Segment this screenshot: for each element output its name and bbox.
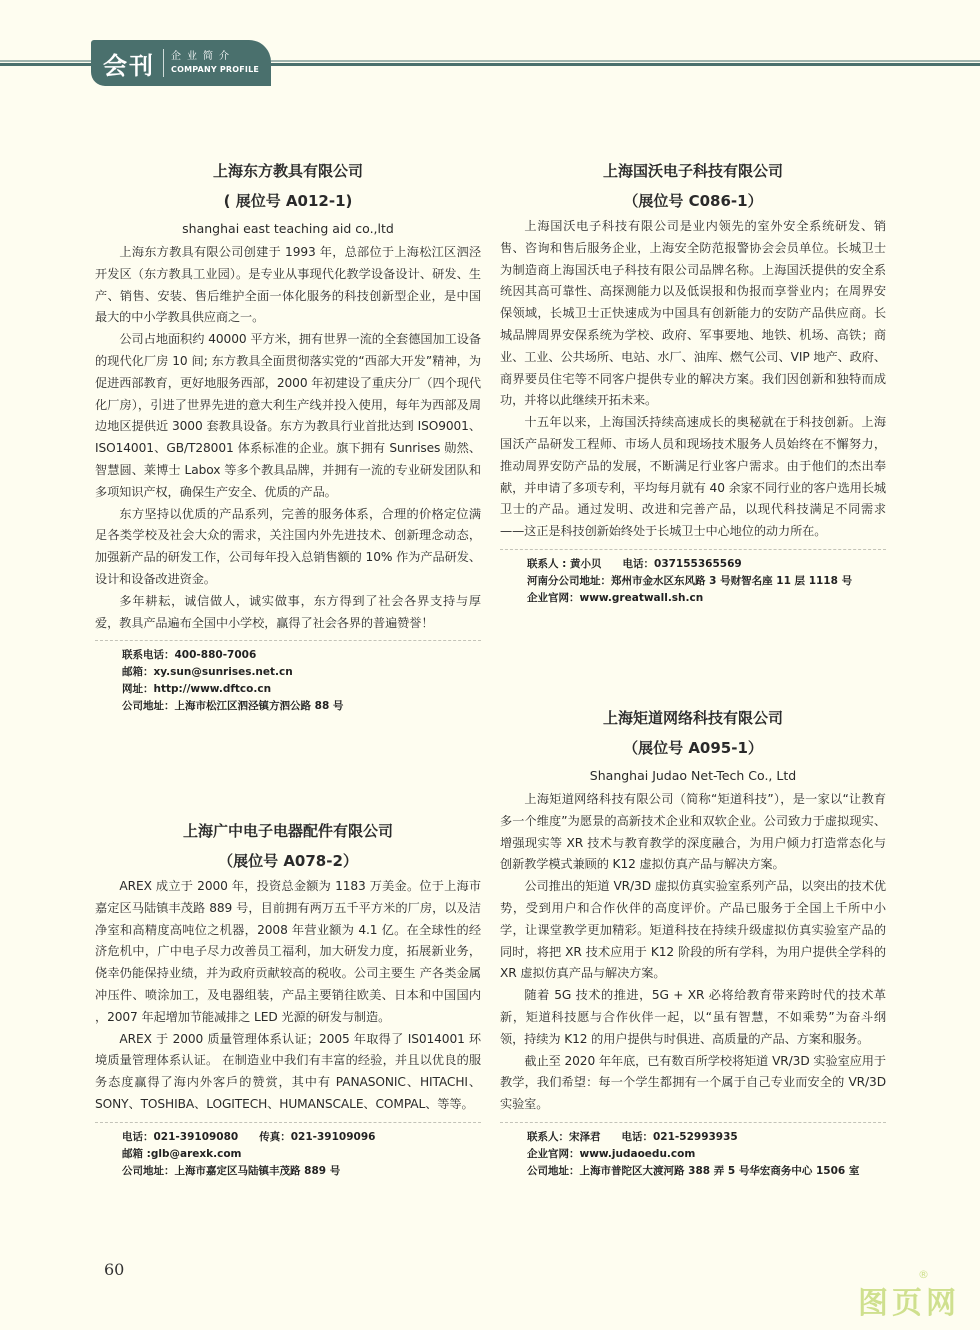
paragraph: 东方坚持以优质的产品系列，完善的服务体系，合理的价格定位满足各类学校及社会大众的需求，关注国内外先进技术、创新理念动态，加强新产品的研发工作，公司每年投入总销售额的 10% 作为产品研发、设计和设备改进资金。 <box>95 506 481 586</box>
paragraph: 随着 5G 技术的推进，5G + XR 必将给教育带来跨时代的技术革新，矩道科技愿与合作伙伴一起，以“虽有智慧，不如乘势”为奋斗纲领，持续为 K12 的用户提供与时俱进、高质量的产品、方案和服务。 <box>500 988 886 1046</box>
paragraph: 公司推出的矩道 VR/3D 虚拟仿真实验室系列产品，以突出的技术优势，受到用户和合作伙伴的高度评价。产品已服务于全国上千所中小学，让课堂教学更加精彩。矩道科技在持续升级虚拟仿真实验室产品的同时，将把 XR 技术应用于 K12 阶段的所有学科，为用户提供全学科的 XR 虚拟仿真产品与解决方案。 <box>500 879 886 981</box>
company-name: 上海东方教具有限公司 <box>212 162 363 180</box>
dashed-divider <box>95 640 481 641</box>
paragraph: 公司占地面积约 40000 平方米，拥有世界一流的全套德国加工设备的现代化厂房 10 间; 东方教具全面贯彻落实党的“西部大开发”精神，为促进西部教育，更好地服务西部，2000 年初建设了重庆分厂（四个现代化厂房），引进了世界先进的意大利生产线并投入使用，每年为西部及周边地区提供近 3000 套教具设备。东方为教具行业首批达到 ISO9001、ISO14001、GB/T28001 体系标准的企业。旗下拥有 Sunrises 勋然、智慧圆、莱博士 Labox 等多个教具品牌，并拥有一流的专业研发团队和多项知识产权，确保生产安全、优质的产品。 <box>95 332 481 499</box>
booth-number: （展位号 A078-2） <box>218 852 358 870</box>
watermark-text: 图页网 <box>858 1286 960 1321</box>
company-name: 上海矩道网络科技有限公司 <box>602 709 783 727</box>
company-name: 上海广中电子电器配件有限公司 <box>182 822 393 840</box>
paragraph: AREX 成立于 2000 年，投资总金额为 1183 万美金。位于上海市嘉定区马陆镇丰茂路 889 号，目前拥有两万五千平方米的厂房，以及洁净室和高精度高吨位之机器，2008 年营业额为 4.1 亿。在全球性的经济危机中，广中电子尽力改善员工福利，加大研发力度，拓展新业务，侥幸仍能保持业绩，并为政府贡献较高的税收。公司主要生 产各类金属冲压件、喷涂加工，及电器组装，产品主要销往欧美、日本和中国国内 ，2007 年起增加节能减排之 LED 光源的研发与制造。 <box>95 879 481 1024</box>
contact-person-phone: 联系人 : 黄小贝 电话：037155365569 <box>527 557 742 570</box>
paragraph: 上海国沃电子科技有限公司是业内领先的室外安全系统研发、销售、咨询和售后服务企业，上海安全防范报警协会会员单位。长城卫士为制造商上海国沃电子科技有限公司品牌名称。上海国沃提供的安全系统因其高可靠性、高探测能力以及低误报和伪报而享誉业内；在周界安保领域，长城卫士正快速成为中国具有创新能力的安防产品供应商。长城品牌周界安保系统为学校、政府、军事要地、地铁、机场、高铁；商业、工业、公共场所、电站、水厂、油库、燃气公司、VIP 地产、政府、商界要员住宅等不同客户提供专业的解决方案。我们因创新和独特而成功，并将以此继续开拓未来。 <box>500 219 886 408</box>
contact-email[interactable]: 邮箱：xy.sun@sunrises.net.cn <box>122 666 293 679</box>
company-profile-guangzhong <box>95 820 481 1180</box>
contact-website[interactable]: 网址：http://www.dftco.cn <box>122 683 272 696</box>
contact-person-phone: 联系人：宋泽君 电话：021-52993935 <box>527 1130 738 1143</box>
section-banner <box>91 40 271 86</box>
dashed-divider <box>95 1122 481 1123</box>
paragraph: 十五年以来，上海国沃持续高速成长的奥秘就在于科技创新。上海国沃产品研发工程师、市场人员和现场技术服务人员始终在不懈努力，推动周界安防产品的发展，不断满足行业客户需求。由于他们的杰出奉献，并申请了多项专利，平均每月就有 40 余家不同行业的客户选用长城卫士的产品。通过发明、改进和完善产品，以现代科技满足不同需求——这正是科技创新始终处于长城卫士中心地位的动力所在。 <box>500 415 886 539</box>
company-profile-judao <box>500 707 886 1180</box>
paragraph: 上海矩道网络科技有限公司（简称“矩道科技”），是一家以“让教育多一个维度”为愿景的高新技术企业和双软企业。公司致力于虚拟现实、增强现实等 XR 技术与教育教学的深度融合，为用户倾力打造常态化与创新教学模式兼顾的 K12 虚拟仿真产品与解决方案。 <box>500 792 886 872</box>
registered-mark-icon: ® <box>918 1268 929 1281</box>
section-title-cn: 企业简介 <box>171 51 235 62</box>
contact-address: 公司地址：上海市嘉定区马陆镇丰茂路 889 号 <box>122 1164 341 1177</box>
section-title-en: COMPANY PROFILE <box>171 65 260 74</box>
booth-number: （展位号 C086-1） <box>623 192 763 210</box>
booth-number: （展位号 A095-1） <box>623 739 763 757</box>
company-profile-guowo <box>500 160 886 607</box>
company-profile-dongfang <box>95 160 481 715</box>
company-name: 上海国沃电子科技有限公司 <box>602 162 783 180</box>
page-number: 60 <box>104 1260 125 1279</box>
paragraph: 多年耕耘，诚信做人，诚实做事，东方得到了社会各界支持与厚爱，教具产品遍布全国中小学校，赢得了社会各界的普遍赞誉！ <box>95 593 481 630</box>
contact-website[interactable]: 企业官网：www.judaoedu.com <box>527 1147 696 1160</box>
contact-address: 公司地址：上海市松江区泗泾镇方泗公路 88 号 <box>122 700 344 713</box>
paragraph: 上海东方教具有限公司创建于 1993 年，总部位于上海松江区泗泾开发区（东方教具工业园）。是专业从事现代化教学设备设计、研发、生产、销售、安装、售后维护全面一体化服务的科技创新型企业，是中国最大的中小学教具供应商之一。 <box>95 245 481 325</box>
contact-address: 公司地址：上海市普陀区大渡河路 388 弄 5 号华宏商务中心 1506 室 <box>527 1164 860 1177</box>
contact-website[interactable]: 企业官网：www.greatwall.sh.cn <box>527 591 704 604</box>
paragraph: 截止至 2020 年年底，已有数百所学校将矩道 VR/3D 实验室应用于教学，我们希望：每一个学生都拥有一个属于自己专业而安全的 VR/3D 实验室。 <box>500 1053 886 1112</box>
banner-divider <box>163 49 164 77</box>
dashed-divider <box>500 1122 886 1123</box>
company-english-name: shanghai east teaching aid co.,ltd <box>182 221 394 236</box>
company-english-name: Shanghai Judao Net-Tech Co., Ltd <box>589 768 797 783</box>
contact-email[interactable]: 邮箱 :glb@arexk.com <box>122 1147 242 1160</box>
contact-address: 河南分公司地址：郑州市金水区东风路 3 号财智名座 11 层 1118 号 <box>527 574 853 587</box>
contact-phone: 联系电话：400-880-7006 <box>122 649 257 662</box>
paragraph: AREX 于 2000 质量管理体系认证；2005 年取得了 IS014001 环境质量管理体系认证。 在制造业中我们有丰富的经验，并且以优良的服务态度赢得了海内外客戶的赞赏，其中有 PANASONIC、HITACHI、SONY、TOSHIBA、LOGITECH、HUMANSCALE、COMPAL、等等。 <box>95 1031 481 1111</box>
dashed-divider <box>500 549 886 550</box>
booth-number: ( 展位号 A012-1) <box>223 192 353 210</box>
journal-label: 会刊 <box>103 51 155 80</box>
watermark-logo <box>858 1268 960 1322</box>
contact-phone-fax: 电话：021-39109080 传真：021-39109096 <box>122 1130 376 1143</box>
